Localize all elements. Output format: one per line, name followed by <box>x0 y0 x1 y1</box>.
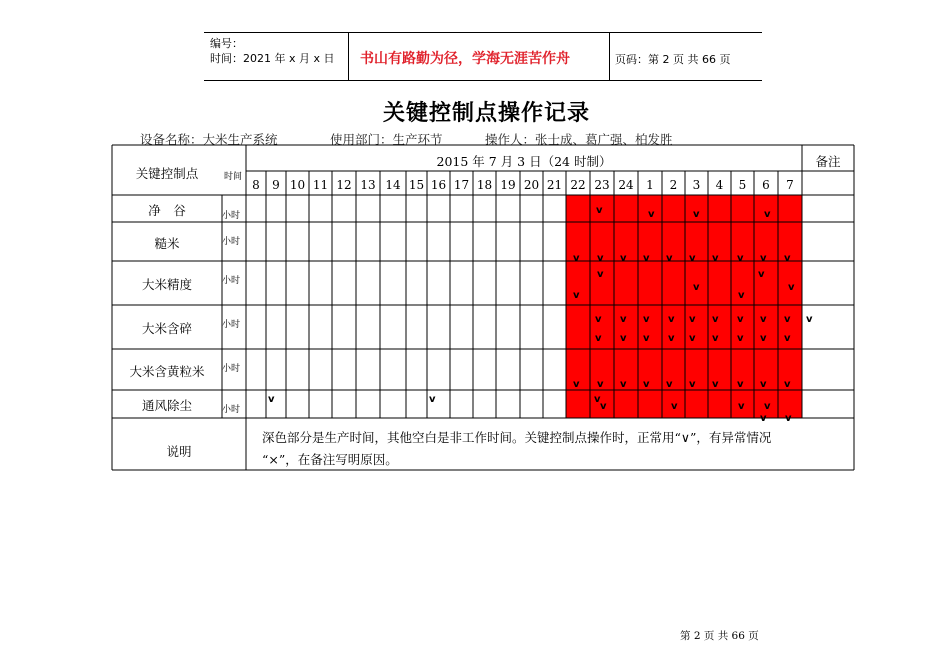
check-mark: v <box>597 379 604 390</box>
check-mark: v <box>712 314 719 325</box>
check-mark: v <box>668 314 675 325</box>
check-mark: v <box>429 394 436 405</box>
check-mark: v <box>784 314 791 325</box>
header-number-label: 编号： <box>210 37 243 50</box>
operator-names: 操作人：张士成、葛广强、柏发胜 <box>485 132 673 147</box>
row-label: 大米含碎 <box>141 321 192 336</box>
date-header: 2015 年 7 月 3 日（24 时制） <box>436 154 612 169</box>
hour-label: 18 <box>476 178 493 192</box>
hour-label: 24 <box>618 178 634 192</box>
hour-label: 13 <box>360 178 376 192</box>
check-mark: v <box>806 314 813 325</box>
hour-label: 12 <box>336 178 352 192</box>
check-mark: v <box>760 314 767 325</box>
check-mark: v <box>760 413 767 424</box>
kcp-header: 关键控制点 <box>135 166 199 181</box>
department-name: 使用部门：生产环节 <box>330 132 443 147</box>
header-page-label: 页码：第 2 页 共 66 页 <box>615 53 731 66</box>
hour-label: 19 <box>500 178 516 192</box>
check-mark: v <box>784 379 791 390</box>
check-mark: v <box>737 379 744 390</box>
row-unit: 小时 <box>222 364 241 374</box>
check-mark: v <box>693 209 700 220</box>
row-unit: 小时 <box>222 237 241 247</box>
hour-label: 21 <box>546 178 563 192</box>
hour-label: 8 <box>252 178 260 192</box>
hour-label: 5 <box>738 178 747 192</box>
check-mark: v <box>643 314 650 325</box>
hour-label: 22 <box>570 178 586 192</box>
hour-label: 15 <box>408 178 425 192</box>
explain-text-line1: 深色部分是生产时间，其他空白是非工作时间。关键控制点操作时，正常用“∨”，有异常情况 <box>262 430 772 445</box>
check-mark: v <box>596 205 603 216</box>
check-mark: v <box>573 379 580 390</box>
check-mark: v <box>643 333 650 344</box>
hour-label: 11 <box>312 178 329 192</box>
check-mark: v <box>573 290 580 301</box>
row-unit: 小时 <box>222 320 241 330</box>
check-mark: v <box>620 314 627 325</box>
check-mark: v <box>666 379 673 390</box>
check-mark: v <box>784 253 791 264</box>
hour-label: 20 <box>523 178 540 192</box>
row-unit: 小时 <box>222 405 241 415</box>
check-mark: v <box>689 253 696 264</box>
check-mark: v <box>712 253 719 264</box>
row-label: 大米精度 <box>141 277 192 292</box>
equipment-name: 设备名称：大米生产系统 <box>140 132 278 147</box>
row-label: 通风除尘 <box>141 398 192 413</box>
check-mark: v <box>597 253 604 264</box>
check-mark: v <box>689 314 696 325</box>
hour-label: 1 <box>646 178 654 192</box>
hour-label: 23 <box>594 178 610 192</box>
hour-label: 7 <box>786 178 794 192</box>
check-mark: v <box>764 209 771 220</box>
check-mark: v <box>268 394 275 405</box>
hour-label: 16 <box>430 178 447 192</box>
check-mark: v <box>760 333 767 344</box>
page-footer: 第 2 页 共 66 页 <box>680 630 759 642</box>
check-mark: v <box>764 401 771 412</box>
hour-label: 4 <box>715 178 724 192</box>
header-motto: 书山有路勤为径，学海无涯苦作舟 <box>360 51 570 67</box>
explain-text-line2: “×”，在备注写明原因。 <box>262 452 398 467</box>
hour-label: 10 <box>289 178 306 192</box>
check-mark: v <box>620 333 627 344</box>
row-label: 净 谷 <box>148 203 186 218</box>
check-mark: v <box>784 333 791 344</box>
check-mark: v <box>689 379 696 390</box>
check-mark: v <box>573 253 580 264</box>
check-mark: v <box>712 333 719 344</box>
check-mark: v <box>595 333 602 344</box>
explain-label: 说明 <box>166 444 192 459</box>
check-mark: v <box>738 290 745 301</box>
check-mark: v <box>788 282 795 293</box>
row-label: 大米含黄粒米 <box>129 364 205 379</box>
check-mark: v <box>620 379 627 390</box>
check-mark: v <box>595 314 602 325</box>
check-mark: v <box>689 333 696 344</box>
check-mark: v <box>785 413 792 424</box>
hour-label: 9 <box>272 178 280 192</box>
hour-label: 2 <box>669 178 678 192</box>
row-unit: 小时 <box>222 211 241 221</box>
hour-label: 6 <box>762 178 770 192</box>
check-mark: v <box>597 269 604 280</box>
page-title: 关键控制点操作记录 <box>383 101 591 126</box>
check-mark: v <box>643 253 650 264</box>
check-mark: v <box>643 379 650 390</box>
row-unit: 小时 <box>222 276 241 286</box>
check-mark: v <box>760 379 767 390</box>
check-mark: v <box>648 209 655 220</box>
check-mark: v <box>737 253 744 264</box>
check-mark: v <box>594 394 601 405</box>
remark-header: 备注 <box>815 154 841 169</box>
check-mark: v <box>738 401 745 412</box>
check-mark: v <box>737 314 744 325</box>
check-mark: v <box>671 401 678 412</box>
check-mark: v <box>712 379 719 390</box>
check-mark: v <box>600 401 607 412</box>
header-time-label: 时间：2021 年 x 月 x 日 <box>210 52 335 65</box>
check-mark: v <box>666 253 673 264</box>
time-header: 时间 <box>224 172 243 182</box>
check-mark: v <box>737 333 744 344</box>
hour-label: 14 <box>385 178 401 192</box>
check-mark: v <box>760 253 767 264</box>
hour-label: 3 <box>692 178 701 192</box>
check-mark: v <box>758 269 765 280</box>
row-label: 糙米 <box>154 236 180 251</box>
check-mark: v <box>620 253 627 264</box>
check-mark: v <box>668 333 675 344</box>
check-mark: v <box>693 282 700 293</box>
hour-label: 17 <box>453 178 470 192</box>
